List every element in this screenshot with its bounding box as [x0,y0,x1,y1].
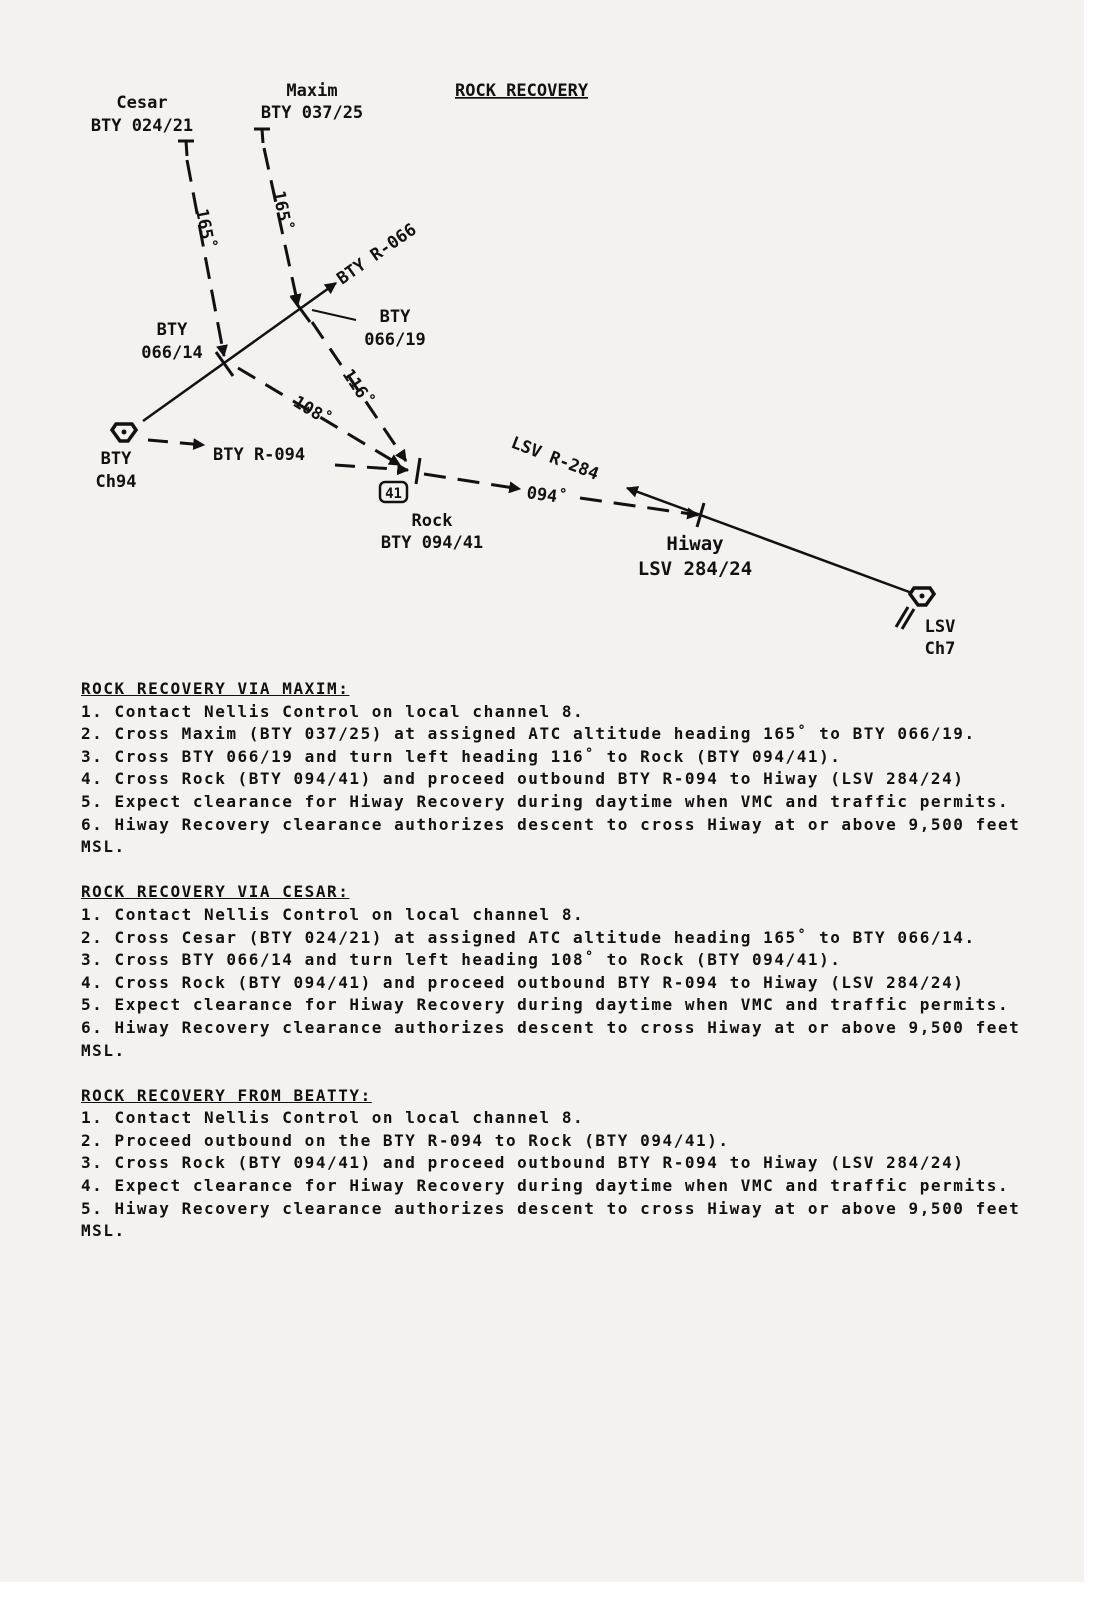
rock-ref: BTY 094/41 [380,533,484,553]
recovery-diagram [0,0,1084,680]
bty-navaid-icon [112,424,136,441]
fix-066-19-line1: BTY [379,307,411,327]
bty-r094-label: BTY R-094 [213,445,306,465]
bty-r094-inbound-dash [148,440,204,445]
fix-066-14-line2: 066/14 [141,343,203,363]
lsv-r284-label: LSV R-284 [508,432,602,485]
fix-066-19-line2: 066/19 [364,330,426,350]
rock-badge-text: 41 [385,486,402,502]
procedure-step: 4. Cross Rock (BTY 094/41) and proceed outbound BTY R-094 to Hiway (LSV 284/24) [81,972,965,992]
procedure-step: 2. Proceed outbound on the BTY R-094 to Rock (BTY 094/41). [81,1130,730,1150]
fix-066-14-line1: BTY [156,320,188,340]
fix-066-19-leader [312,310,356,320]
section-heading: ROCK RECOVERY VIA MAXIM: [81,679,350,698]
procedure-step: 1. Contact Nellis Control on local channel 8. [81,701,585,721]
cesar-inbound-course [187,160,224,356]
lsv-ident: LSV [924,617,956,637]
procedure-step: 3. Cross BTY 066/14 and turn left heading 108˚ to Rock (BTY 094/41). [81,950,842,970]
cesar-heading-label: 165˚ [191,207,219,252]
fix-066-19-tick [291,296,310,322]
section-via-cesar [81,881,1071,1062]
maxim-ref: BTY 037/25 [260,103,364,123]
rock-badge [380,482,407,502]
procedures-text [81,678,1071,1265]
cesar-ref: BTY 024/21 [90,116,194,136]
procedure-step: 2. Cross Maxim (BTY 037/25) at assigned ATC altitude heading 165˚ to BTY 066/19. [81,724,976,744]
bty-r066-label: BTY R-066 [333,219,421,290]
diagram-title: ROCK RECOVERY [455,81,589,101]
heading-116-label: 116˚ [337,365,378,411]
bty-r094-course [335,465,408,470]
lsv-channel: Ch7 [924,639,956,659]
rock-fix-tick [416,458,420,484]
cesar-fix-symbol [178,141,194,156]
heading-094-label: 094˚ [525,483,569,509]
hiway-ref: LSV 284/24 [637,558,753,580]
procedure-step: 5. Hiway Recovery clearance authorizes descent to cross Hiway at or above 9,500 feet MSL. [81,1198,1021,1241]
section-heading: ROCK RECOVERY FROM BEATTY: [81,1085,372,1105]
heading-108-label: 108˚ [289,392,335,431]
procedure-step: 5. Expect clearance for Hiway Recovery during daytime when VMC and traffic permits. [81,995,1010,1015]
procedure-step: 4. Expect clearance for Hiway Recovery during daytime when VMC and traffic permits. [81,1176,1010,1196]
hiway-name: Hiway [666,533,724,555]
maxim-fix-symbol [254,129,270,143]
section-via-maxim [81,678,1071,859]
procedure-step: 1. Contact Nellis Control on local channel 8. [81,1108,585,1128]
section-from-beatty [81,1085,1071,1243]
procedure-step: 3. Cross BTY 066/19 and turn left heading 116˚ to Rock (BTY 094/41). [81,746,842,766]
procedure-step: 6. Hiway Recovery clearance authorizes descent to cross Hiway at or above 9,500 feet MSL. [81,1017,1021,1060]
procedure-step: 3. Cross Rock (BTY 094/41) and proceed outbound BTY R-094 to Hiway (LSV 284/24) [81,1153,965,1173]
section-heading: ROCK RECOVERY VIA CESAR: [81,882,350,902]
heading-094-course-a [424,474,520,489]
procedure-step: 4. Cross Rock (BTY 094/41) and proceed outbound BTY R-094 to Hiway (LSV 284/24) [81,769,965,789]
procedure-step: 2. Cross Cesar (BTY 024/21) at assigned ATC altitude heading 165˚ to BTY 066/14. [81,927,976,947]
cesar-name: Cesar [116,93,168,113]
procedure-step: 6. Hiway Recovery clearance authorizes descent to cross Hiway at or above 9,500 feet MSL. [81,814,1021,857]
rock-name: Rock [411,511,453,531]
procedure-step: 1. Contact Nellis Control on local channel 8. [81,904,585,924]
bty-ident: BTY [100,449,132,469]
maxim-heading-label: 165˚ [268,189,296,234]
procedure-step: 5. Expect clearance for Hiway Recovery during daytime when VMC and traffic permits. [81,791,1010,811]
bty-channel: Ch94 [95,472,137,492]
maxim-name: Maxim [286,81,338,101]
